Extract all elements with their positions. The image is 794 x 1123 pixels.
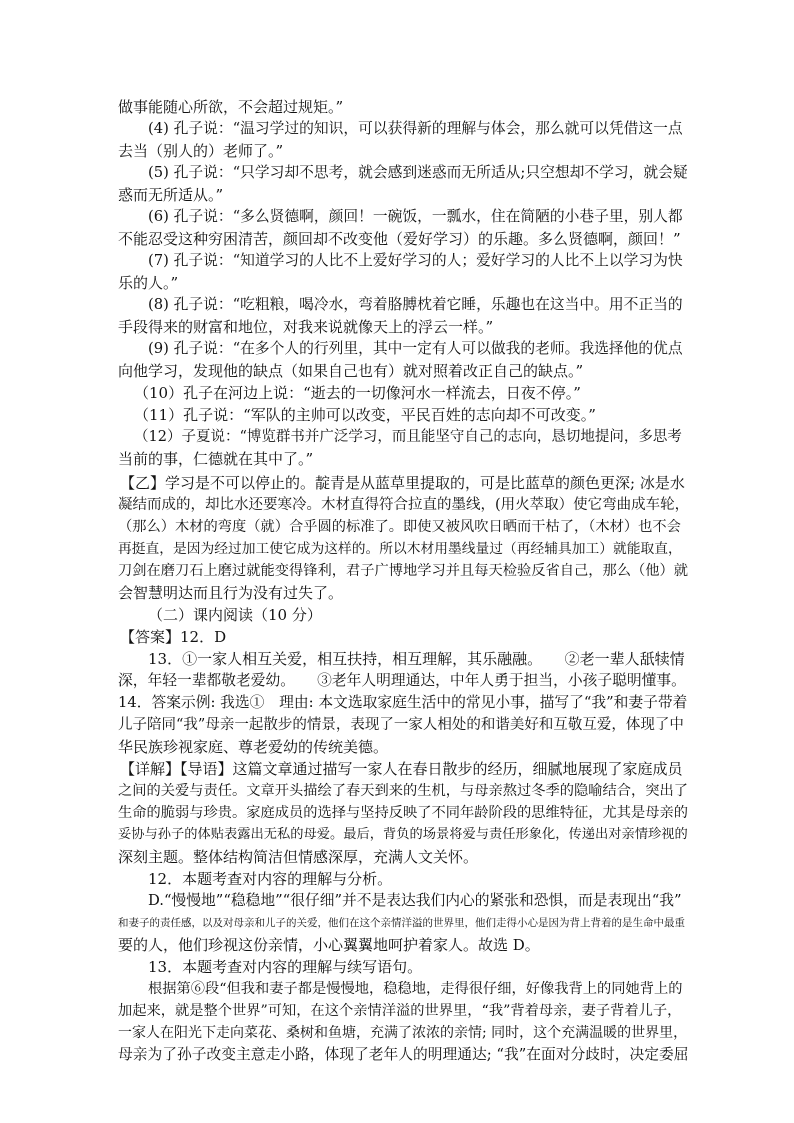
text-line: 刀剑在磨刀石上磨过就能变得锋利，君子广博地学习并且每天检验反省自己，那么（他）就 <box>118 563 689 579</box>
text-line: 再挺直，是因为经过加工使它成为这样的。所以木材用墨线量过（再经辅具加工）就能取直， <box>118 541 682 557</box>
text-line: 向他学习，发现他的缺点（如果自己也有）就对照着改正自己的缺点。” <box>118 362 584 380</box>
text-line: 一家人在阳光下走向菜花、桑树和鱼塘，充满了浓浓的亲情; 同时，这个充满温暖的世界里， <box>118 1025 688 1041</box>
text-line: 12．本题考查对内容的理解与分析。 <box>148 870 393 888</box>
text-line: 13．本题考查对内容的理解与续写语句。 <box>148 958 423 976</box>
text-line: 凝结而成的，却比水还要寒冷。木材直得符合拉直的墨线，(用火萃取）使它弯曲成车轮， <box>118 497 690 513</box>
text-line: 做事能随心所欲，不会超过规矩。” <box>118 98 344 116</box>
text-line: (5) 孔子说：“只学习却不思考，就会感到迷惑而无所适从;只空想却不学习，就会疑 <box>148 164 688 181</box>
text-line: 妥协与孙子的体贴表露出无私的母爱。最后，背负的场景将爱与责任形象化，传递出对亲情珍视的 <box>118 827 688 842</box>
text-line: （10）孔子在河边上说：“逝去的一切像河水一样流去，日夜不停。” <box>134 384 581 402</box>
text-line: 要的人，他们珍视这份亲情，小心翼翼地呵护着家人。故选 D。 <box>118 936 540 954</box>
text-line: （12）子夏说：“博览群书并广泛学习，而且能坚守自己的志向，恳切地提问，多思考 <box>134 429 682 445</box>
text-line: 和妻子的责任感，以及对母亲和儿子的关爱，他们在这个亲情洋溢的世界里，他们走得小心是因为背上背着的是生命中最重 <box>118 917 685 929</box>
text-line: 儿子陪同“我”母亲一起散步的情景，表现了一家人相处的和谐美好和互敬互爱，体现了中 <box>118 717 684 733</box>
text-line: 会智慧明达而且行为没有过失了。 <box>118 584 344 602</box>
text-line: 之间的关爱与责任。文章开头描绘了春天到来的生机，与母亲熬过冬季的隐喻结合，突出了 <box>118 783 689 799</box>
text-line: 手段得来的财富和地位，对我来说就像天上的浮云一样。” <box>118 318 494 336</box>
text-line: 生命的脆弱与珍贵。家庭成员的选择与坚持反映了不同年龄阶段的思维特征，尤其是母亲的 <box>118 805 689 821</box>
text-line: 不能忍受这种穷困清苦，颜回却不改变他（爱好学习）的乐趣。多么贤德啊，颜回！” <box>118 230 681 248</box>
text-line: （11）孔子说：“军队的主帅可以改变，平民百姓的志向却不可改变。” <box>134 406 596 424</box>
text-line: （那么）木材的弯度（就）合乎圆的标准了。即使又被风吹日晒而干枯了，（木材）也不会 <box>118 519 681 535</box>
text-line: 华民族珍视家庭、尊老爱幼的传统美德。 <box>118 738 389 756</box>
text-line: 当前的事，仁德就在其中了。” <box>118 450 314 468</box>
text-line: 深刻主题。整体结构简洁但情感深厚，充满人文关怀。 <box>118 848 479 866</box>
text-line: (7) 孔子说：“知道学习的人比不上爱好学习的人；爱好学习的人比不上以学习为快 <box>148 252 683 269</box>
text-line: (9) 孔子说：“在多个人的行列里，其中一定有人可以做我的老师。我选择他的优点 <box>148 340 683 357</box>
text-line: (6) 孔子说：“多么贤德啊，颜回！一碗饭，一瓢水，住在简陋的小巷子里，别人都 <box>148 208 683 225</box>
text-line: (4) 孔子说：“温习学过的知识，可以获得新的理解与体会，那么就可以凭借这一点 <box>148 120 683 137</box>
text-line: (8) 孔子说：“吃粗粮，喝冷水，弯着胳膊枕着它睡，乐趣也在这当中。用不正当的 <box>148 296 683 313</box>
text-line: 母亲为了孙子改变主意走小路，体现了老年人的明理通达; “我”在面对分歧时，决定委屈 <box>118 1046 689 1063</box>
section-heading: （二）课内阅读（10 分） <box>148 606 322 624</box>
text-line: 【乙】学习是不可以停止的。靛青是从蓝草里提取的，可是比蓝草的颜色更深; 冰是水 <box>120 474 685 492</box>
text-line: 【详解】【导语】这篇文章通过描写一家人在春日散步的经历，细腻地展现了家庭成员 <box>120 760 683 778</box>
text-line: 深，年轻一辈都敬老爱幼。 ③老年人明理通达，中年人勇于担当，小孩子聪明懂事。 <box>118 672 686 689</box>
text-line: 14．答案示例: 我选① 理由: 本文选取家庭生活中的常见小事，描写了“我”和妻子带着 <box>118 694 688 711</box>
text-line: 乐的人。” <box>118 274 179 292</box>
text-line: 加起来，就是整个世界”可知，在这个亲情洋溢的世界里，“我”背着母亲，妻子背着儿子， <box>118 1003 682 1019</box>
answer-line: 【答案】12．D <box>120 628 227 646</box>
text-line: 去当（别人的）老师了。” <box>118 142 284 160</box>
text-line: 13．①一家人相互关爱，相互扶持，相互理解，其乐融融。 ②老一辈人舐犊情 <box>148 650 685 668</box>
text-line: 惑而无所适从。” <box>118 186 224 204</box>
text-line: D.“慢慢地”“稳稳地”“很仔细”并不是表达我们内心的紧张和恐惧，而是表现出“我” <box>148 892 682 909</box>
text-line: 根据第⑥段“但我和妻子都是慢慢地，稳稳地，走得很仔细，好像我背上的同她背上的 <box>148 981 683 997</box>
